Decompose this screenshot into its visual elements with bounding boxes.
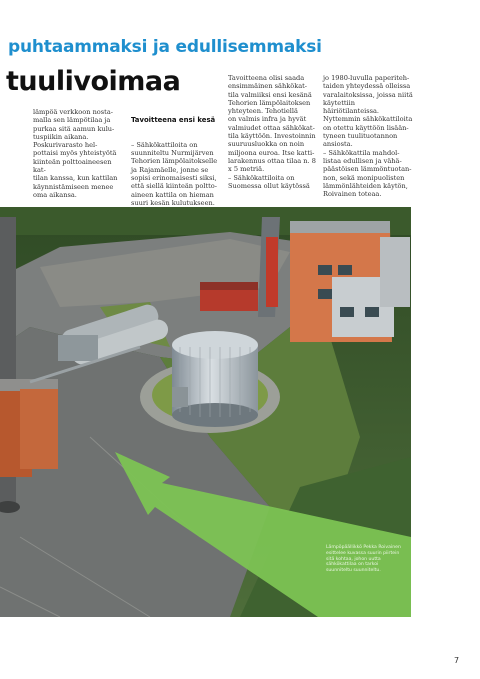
section-subhead: Tavoitteena ensi kesä: [131, 116, 216, 125]
photo-caption: Lämpöpäällikkö Pekka Roivainen esittelee kuvassa suurin piirtein sitä kohtaa, johon uutta sähkökattilaa on tarkoi suunniteltu suunniteltu.: [326, 545, 401, 574]
article-title: tuulivoimaa: [6, 66, 181, 97]
body-column-1: lämpöä verkkoon nosta- malla sen lämpötilaa ja purkaa sitä aamun kulu- tuspiikin aikana. Poskurivarasto hel- pottaisi myös yhteistyötä kiinteän polttoaineesen kat- tilan kanssa, kun kattilan käynnistämiseen menee oma aikansa.: [33, 108, 118, 199]
body-column-4: jo 1980-luvulla paperiteh- taiden yhteydessä olleissa varalaitoksissa, joissa niitä käytettiin häiriötilanteissa. Nyttemmin sähkökattiloita on otettu käyttöön lisään- tyneen tuulituotannon ansiosta. – Sähkökattila mahdol- listaa edullisen ja vähä- päästöisen lämmöntuotan- non, sekä monipuolisten lämmönlähteiden käytön, Roivainen toteaa.: [323, 74, 413, 199]
body-column-2-text: – Sähkökattiloita on suunniteltu Nurmijärven Tehorien lämpölaitokselle ja Rajamäelle, jonne se sopisi erinomaisesti siksi, että siellä kiinteän poltto- aineen kattila on hieman suuri kesän kulutukseen.: [131, 140, 218, 207]
article-kicker: puhtaammaksi ja edullisemmaksi: [8, 37, 322, 57]
page-number: 7: [454, 656, 460, 665]
body-column-2: [131, 108, 219, 207]
body-column-3: Tavoitteena olisi saada ensimmäinen sähkökat- tila valmiiksi ensi kesänä Tehorien lämpölaitoksen yhteyteen. Tehotiellä on valmis infra ja hyvät valmiudet ottaa sähkökat- tila käyttöön. Investoinnin suuruusluokka on noin miljoona euroa. Itse katti- larakennus ottaa tilaa n. 8 x 5 metriä. – Sähkökattiloita on Suomessa ollut käytössä: [228, 74, 316, 190]
